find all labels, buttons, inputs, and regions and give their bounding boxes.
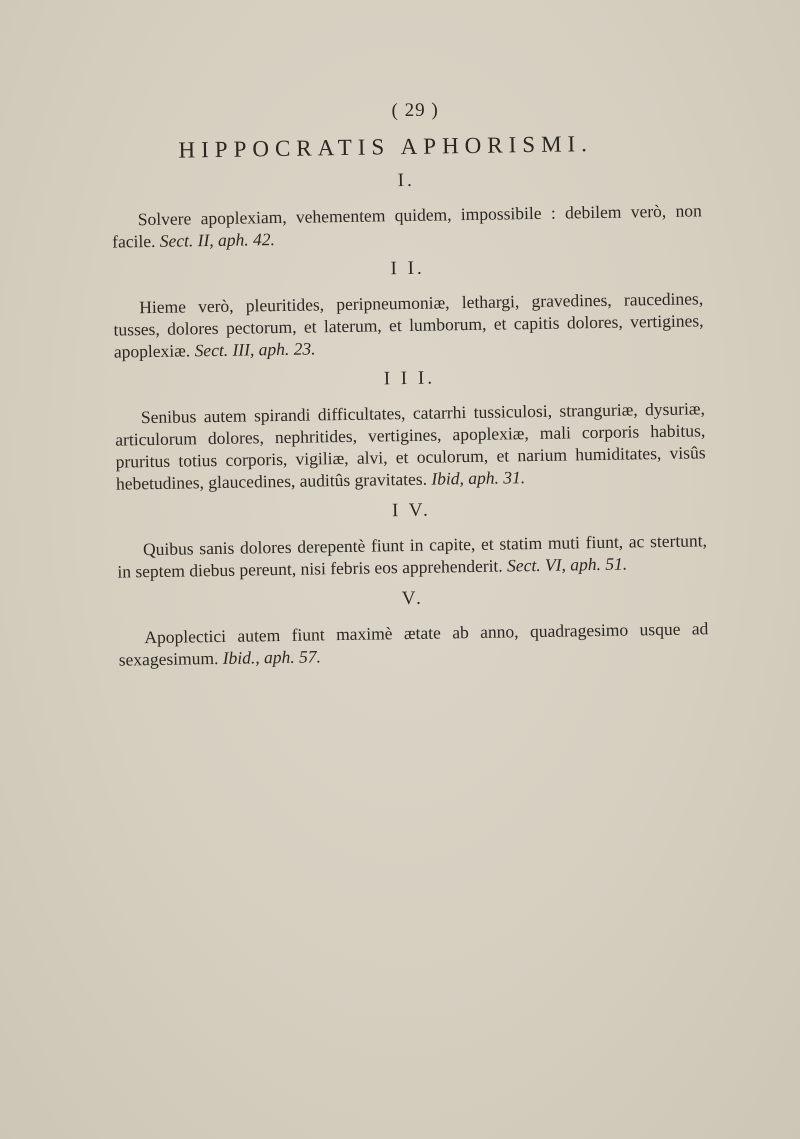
aphorism-body: Senibus autem spirandi difficultates, catarrhi tussiculosi, stranguriæ, dysuriæ, articulorum dolores, nephritides, vertigines, apoplexiæ, mali corporis habitus, pruritus totius corporis, vigiliæ, alvi, et oculorum, et narium humiditates, visûs hebetudines, glaucedines, auditûs gravitates. (115, 398, 706, 494)
printed-page (110, 95, 709, 670)
aphorism-body: Solvere apoplexiam, vehementem quidem, impossibile : debilem verò, non facile. (112, 200, 702, 252)
aphorism-text (113, 287, 704, 362)
aphorism-text (112, 199, 703, 252)
aphorism-2 (113, 253, 704, 362)
aphorism-text (117, 529, 708, 582)
aphorism-text (118, 617, 709, 670)
aphorism-reference: Sect. III, aph. 23. (194, 338, 316, 361)
aphorism-body: Quibus sanis dolores derepentè fiunt in capite, et statim muti fiunt, ac stertunt, in septem diebus pereunt, nisi febris eos apprehenderit. (117, 530, 708, 582)
aphorism-number: V. (401, 587, 425, 610)
page-title: HIPPOCRATIS APHORISMI. (178, 131, 594, 163)
aphorism-body: Apoplectici autem fiunt maximè ætate ab anno, quadragesimo usque ad sexagesimum. (118, 618, 709, 670)
aphorism-3 (114, 363, 706, 494)
aphorism-number: I V. (391, 499, 431, 522)
aphorism-5 (118, 583, 709, 670)
aphorism-4 (116, 495, 707, 582)
aphorism-number: I. (397, 169, 415, 192)
aphorism-number: I I I. (383, 367, 436, 390)
aphorism-1 (111, 165, 702, 252)
aphorism-number: I I. (390, 257, 425, 280)
aphorism-body: Hieme verò, pleuritides, peripneumoniæ, lethargi, gravedines, raucedines, tusses, dolores pectorum, et laterum, et lumborum, et capitis dolores, vertigines, apoplexiæ. (113, 288, 704, 362)
page-number: ( 29 ) (391, 99, 439, 122)
aphorism-reference: Sect. VI, aph. 51. (506, 553, 628, 576)
aphorism-reference: Ibid., aph. 57. (222, 646, 322, 668)
aphorism-text (115, 397, 706, 494)
aphorism-reference: Sect. II, aph. 42. (159, 229, 276, 251)
aphorism-reference: Ibid, aph. 31. (431, 467, 526, 489)
